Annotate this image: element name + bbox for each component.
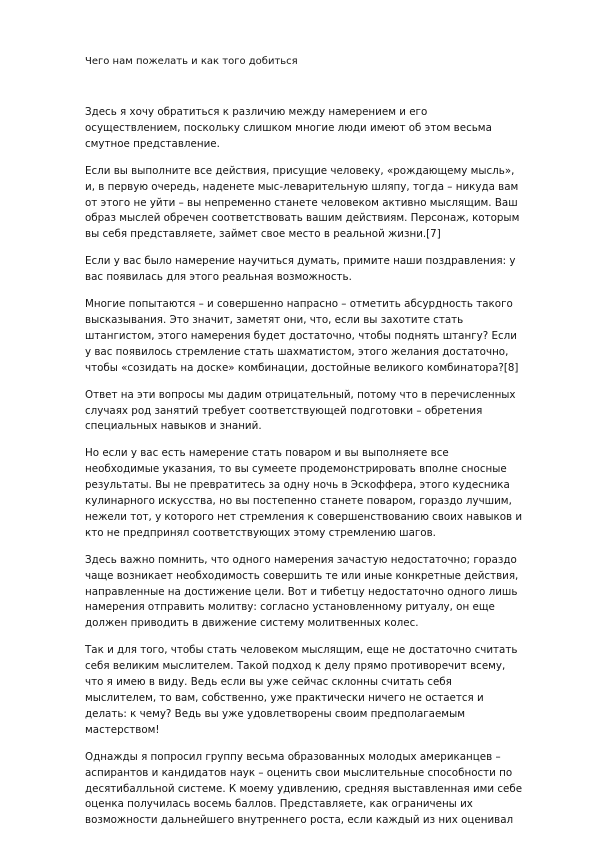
text-line: Если у вас было намерение научиться думать, примите наши поздравления: у (85, 255, 516, 268)
text-line: нежели тот, у которого нет стремления к совершенствованию своих навыков и (85, 510, 523, 523)
text-line: оценка получилась восемь баллов. Представляете, как ограничены их (85, 798, 473, 811)
text-line: случаях род занятий требует соответствующей подготовки – обретения (85, 404, 483, 417)
text-line: вы себя представляете, займет свое место в реальной жизни.[7] (85, 228, 441, 241)
text-line: Так и для того, чтобы стать человеком мыслящим, еще не достаточно считать (85, 644, 518, 657)
text-line: вас появилась для этого реальная возможность. (85, 271, 352, 284)
paragraph (85, 553, 545, 633)
text-line: мастерством! (85, 723, 160, 736)
text-line: и, в первую очередь, наденете мыс-леварительную шляпу, тогда – никуда вам (85, 180, 519, 193)
text-line: должен приводить в движение систему молитвенных колес. (85, 617, 419, 630)
text-line: у вас появилось стремление стать шахматистом, этого желания достаточно, (85, 345, 509, 358)
text-line: десятибалльной системе. К моему удивлению, средняя выставленная ими себе (85, 782, 523, 795)
text-line: возможности дальнейшего внутреннего роста, если каждый из них оценивал (85, 814, 514, 827)
text-line: Здесь я хочу обратиться к различию между намерением и его (85, 106, 428, 118)
text-line: себя великим мыслителем. Такой подход к делу прямо противоречит всему, (85, 660, 506, 673)
paragraph (85, 254, 545, 286)
text-line: от этого не уйти – вы непременно станете человеком активно мыслящим. Ваш (85, 196, 518, 209)
text-line: Здесь важно помнить, что одного намерения зачастую недостаточно; гораздо (85, 553, 517, 566)
text-line: направленные на достижение цели. Вот и тибетцу недостаточно одного лишь (85, 585, 518, 598)
text-line: Многие попытаются – и совершенно напрасно – отметить абсурдность такого (85, 298, 513, 311)
paragraph (85, 446, 545, 541)
text-line: высказывания. Это значит, заметят они, что, если вы захотите стать (85, 313, 464, 326)
text-line: специальных навыков и знаний. (85, 420, 262, 433)
paragraph (85, 105, 545, 153)
paragraph (85, 388, 545, 436)
text-line: делать: к чему? Ведь вы уже удовлетворены своим предполагаемым (85, 707, 465, 720)
text-line: чтобы «созидать на доске» комбинации, достойные великого комбинатора?[8] (85, 361, 519, 374)
text-line: Ответ на эти вопросы мы дадим отрицательный, потому что в перечисленных (85, 388, 516, 401)
text-line: смутное представление. (85, 137, 220, 150)
text-line: осуществлением, поскольку слишком многие люди имеют об этом весьма (85, 121, 492, 134)
text-line: кулинарного искусства, но вы постепенно станете поваром, гораздо лучшим, (85, 495, 512, 508)
text-line: Но если у вас есть намерение стать поваром и вы выполняете все (85, 447, 449, 460)
paragraph (85, 164, 545, 244)
text-line: мыслителем, то вам, собственно, уже практически ничего не остается и (85, 692, 484, 704)
text-line: образ мыслей обречен соответствовать вашим действиям. Персонаж, которым (85, 212, 520, 225)
text-line: чаще возникает необходимость совершить те или иные конкретные действия, (85, 569, 519, 582)
paragraph (85, 643, 545, 738)
text-line: Однажды я попросил группу весьма образованных молодых американцев – (85, 750, 501, 763)
text-line: Если вы выполните все действия, присущие человеку, «рождающему мысль», (85, 164, 515, 177)
text-line: аспирантов и кандидатов наук – оценить свои мыслительные способности по (85, 766, 513, 779)
text-line: намерения отправить молитву: согласно установленному ритуалу, он еще (85, 601, 495, 614)
paragraph (85, 297, 545, 377)
text-line: необходимые указания, то вы сумеете продемонстрировать вполне сносные (85, 463, 507, 476)
paragraph (85, 750, 545, 830)
document-body (85, 105, 545, 840)
text-line: штангистом, этого намерения будет достаточно, чтобы поднять штангу? Если (85, 329, 517, 342)
text-line: кто не предпринял соответствующих этому стремлению шагов. (85, 526, 436, 539)
text-line: результаты. Вы не превратитесь за одну ночь в Эскоффера, этого кудесника (85, 479, 510, 492)
text-line: что я имею в виду. Ведь если вы уже сейчас склонны считать себя (85, 676, 452, 689)
document-title: Чего нам пожелать и как того добиться (85, 56, 298, 67)
